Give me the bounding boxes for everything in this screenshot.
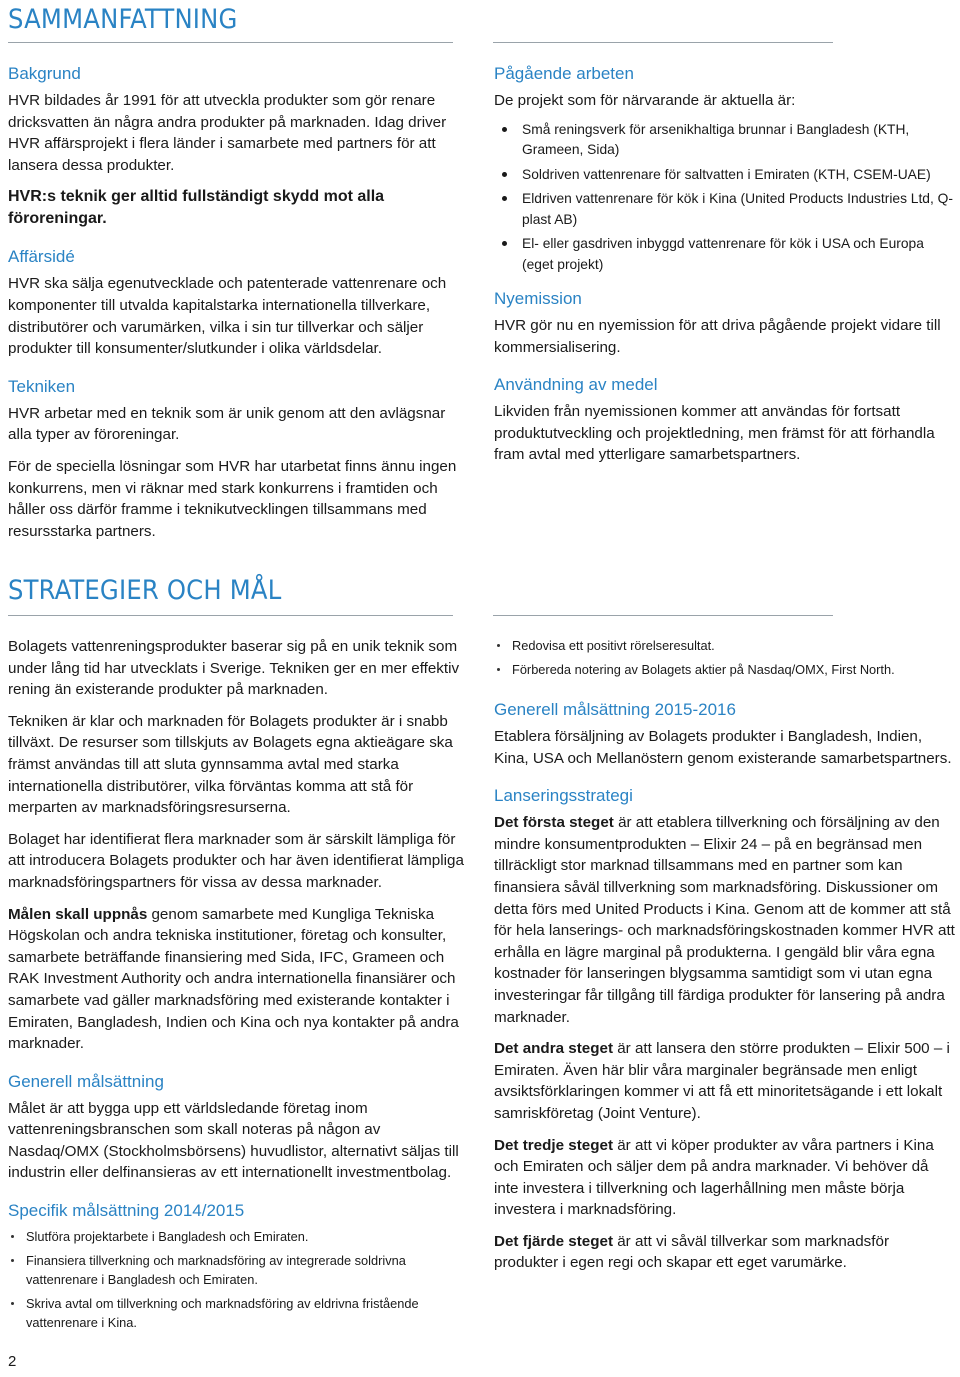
section-title-pagaende: Pågående arbeten bbox=[494, 64, 634, 83]
strategy-text-2: Tekniken är klar och marknaden för Bolagets produkter är i snabb tillväxt. De resurser som tillskjuts av Bolagets egna aktieägare ska främst användas till att sluta gynnsamma avtal med starka internationella distributörer, vilka förväntas komma att stå för merparten av marknadsföringsresurserna. bbox=[8, 712, 453, 817]
strategy-right-column bbox=[494, 636, 956, 1274]
section-title-bakgrund: Bakgrund bbox=[8, 64, 81, 83]
lansering-step-2: Det andra steget är att lansera den större produkten – Elixir 500 – i Emiraten. Även här blir våra marginaler begränsade men enligt avsiktsförklaringen kommer vi att få ett minoritetsägande i ett lokalt samriskföretag (Joint Venture). bbox=[494, 1040, 950, 1122]
summary-heading: SAMMANFATTNING bbox=[8, 4, 238, 35]
section-title-lansering: Lanseringsstrategi bbox=[494, 786, 633, 806]
heading-rule-left bbox=[8, 42, 453, 43]
affarside-text: HVR ska sälja egenutvecklade och patenterade vattenrenare och komponenter till utvalda kapitalstarka internationella tillverkare, distributörer och varumärken, vilka i sin tur tillverkar och säljer produkter till konsumenter/slutkunder i olika världsdelar. bbox=[8, 275, 447, 358]
strategy-text-4-bold: Målen skall uppnås bbox=[8, 905, 148, 923]
section-title-generell: Generell målsättning bbox=[8, 1071, 164, 1091]
summary-right-column bbox=[494, 64, 956, 466]
section-title-anvandning: Användning av medel bbox=[494, 375, 658, 395]
section-title-tekniken: Tekniken bbox=[8, 376, 76, 396]
tekniken-text-1: HVR arbetar med en teknik som är unik genom att den avlägsnar alla typer av föroreningar. bbox=[8, 404, 446, 444]
list-item: Förbereda notering av Bolagets aktier på Nasdaq/OMX, First North. bbox=[494, 660, 956, 680]
list-item: Redovisa ett positivt rörelseresultat. bbox=[494, 636, 956, 656]
bakgrund-tagline: HVR:s teknik ger alltid fullständigt skydd mot alla föroreningar. bbox=[8, 188, 385, 228]
summary-left-column bbox=[8, 64, 468, 542]
lansering-step-3: Det tredje steget är att vi köper produkter av våra partners i Kina och Emiraten och säljer dem på andra marknader. Vi behöver då inte investera i tillverkning och lagerhållning men måste börja investera i marknadsföring. bbox=[494, 1136, 934, 1219]
list-item: Skriva avtal om tillverkning och marknadsföring av eldrivna fristående vattenrenare i Kina. bbox=[8, 1294, 468, 1333]
specifik-list bbox=[8, 1227, 468, 1333]
strategy-text-1: Bolagets vattenreningsprodukter baserar sig på en unik teknik som under lång tid har utvecklats i Sverige. Tekniken ger en mer effektiv rening än existerande produkter på marknaden. bbox=[8, 638, 460, 699]
list-item: El- eller gasdriven inbyggd vattenrenare för kök i USA och Europa (eget projekt) bbox=[494, 234, 956, 275]
tekniken-text-2: För de speciella lösningar som HVR har utarbetat finns ännu ingen konkurrens, men vi räknar med stark konkurrens i framtiden och håller oss därför framme i teknikutvecklingen tillsammans med resursstarka partners. bbox=[8, 457, 457, 540]
list-item: Soldriven vattenrenare för saltvatten i Emiraten (KTH, CSEM-UAE) bbox=[494, 165, 956, 186]
strategy-heading: STRATEGIER OCH MÅL bbox=[8, 575, 282, 606]
list-item: Slutföra projektarbete i Bangladesh och Emiraten. bbox=[8, 1227, 468, 1247]
strategy-rule-right bbox=[493, 615, 833, 616]
lansering-step-1: Det första steget är att etablera tillverkning och försäljning av den mindre konsumentprodukten – Elixir 24 – på en begränsad men tillräckligt stor marknad tillsammans med en partner som kan finansiera såväl tillverkning som marknadsföring. Diskussioner om detta förs med United Products i Kina. Genom att de kommer att stå för hela lanserings- och marknadsföringskostnaden kommer HVR att erhålla en lägre marginal på produkterna. I gengäld blir våra egna kostnader för lanseringen blygsamma samtidigt som vi utan egna investeringar får tillgång till färdiga produkter för lansering på andra marknader. bbox=[494, 814, 955, 1026]
section-title-specifik: Specifik målsättning 2014/2015 bbox=[8, 1201, 245, 1221]
generell-2015-text: Etablera försäljning av Bolagets produkter i Bangladesh, Indien, Kina, USA och Mellanöstern genom existerande samarbetspartners. bbox=[494, 728, 952, 767]
section-title-nyemission: Nyemission bbox=[494, 289, 582, 309]
list-item: Finansiera tillverkning och marknadsföring av integrerade soldrivna vattenrenare i Bangladesh och Emiraten. bbox=[8, 1251, 468, 1290]
lansering-step-4: Det fjärde steget är att vi såväl tillverkar som marknadsför produkter i egen regi och skapar ett eget varumärke. bbox=[494, 1232, 890, 1272]
generell-text: Målet är att bygga upp ett världsledande företag inom vattenreningsbranschen som skall noteras på någon av Nasdaq/OMX (Stockholmsbörsens) huvudlistor, alternativt säljas till industrin eller delfinansieras av ett internationellt investmentbolag. bbox=[8, 1099, 459, 1182]
bakgrund-text: HVR bildades år 1991 för att utveckla produkter som gör renare dricksvatten än några andra produkter på marknaden. Idag driver HVR affärsprojekt i flera länder i samarbete med partners för att lansera dessa produkter. bbox=[8, 92, 447, 174]
pagaende-list bbox=[494, 120, 956, 276]
anvandning-text: Likviden från nyemissionen kommer att användas för fortsatt produktutveckling och projektledning, men främst för att förhandla fram avtal med ytterligare samarbetspartners. bbox=[494, 403, 935, 464]
list-item: Eldriven vattenrenare för kök i Kina (United Products Industries Ltd, Q-plast AB) bbox=[494, 189, 956, 230]
heading-rule-right bbox=[493, 42, 833, 43]
nyemission-text: HVR gör nu en nyemission för att driva pågående projekt vidare till kommersialisering. bbox=[494, 317, 941, 356]
specifik-list-continued bbox=[494, 636, 956, 679]
strategy-rule-left bbox=[8, 615, 453, 616]
list-item: Små reningsverk för arsenikhaltiga brunnar i Bangladesh (KTH, Grameen, Sida) bbox=[494, 120, 956, 161]
section-title-affarside: Affärsidé bbox=[8, 247, 75, 267]
pagaende-intro: De projekt som för närvarande är aktuella är: bbox=[494, 92, 796, 109]
strategy-text-3: Bolaget har identifierat flera marknader som är särskilt lämpliga för att introducera Bolagets produkter och har även identifierat lämpliga marknadsföringspartners för vissa av dessa marknader. bbox=[8, 830, 464, 891]
strategy-left-column bbox=[8, 636, 468, 1337]
strategy-text-4: Målen skall uppnås genom samarbete med Kungliga Tekniska Högskolan och andra tekniska institutioner, företag och konsulter, samarbete beträffande finansiering med Sida, IFC, Grameen och RAK Investment Authority och andra internationella finansiärer och samarbete vad gäller marknadsföring med existerande kontakter i Emiraten, Bangladesh, Indien och Kina och nya kontakter på andra marknader. bbox=[8, 905, 459, 1053]
page-number: 2 bbox=[8, 1353, 17, 1370]
section-title-generell-2015: Generell målsättning 2015-2016 bbox=[494, 700, 736, 719]
